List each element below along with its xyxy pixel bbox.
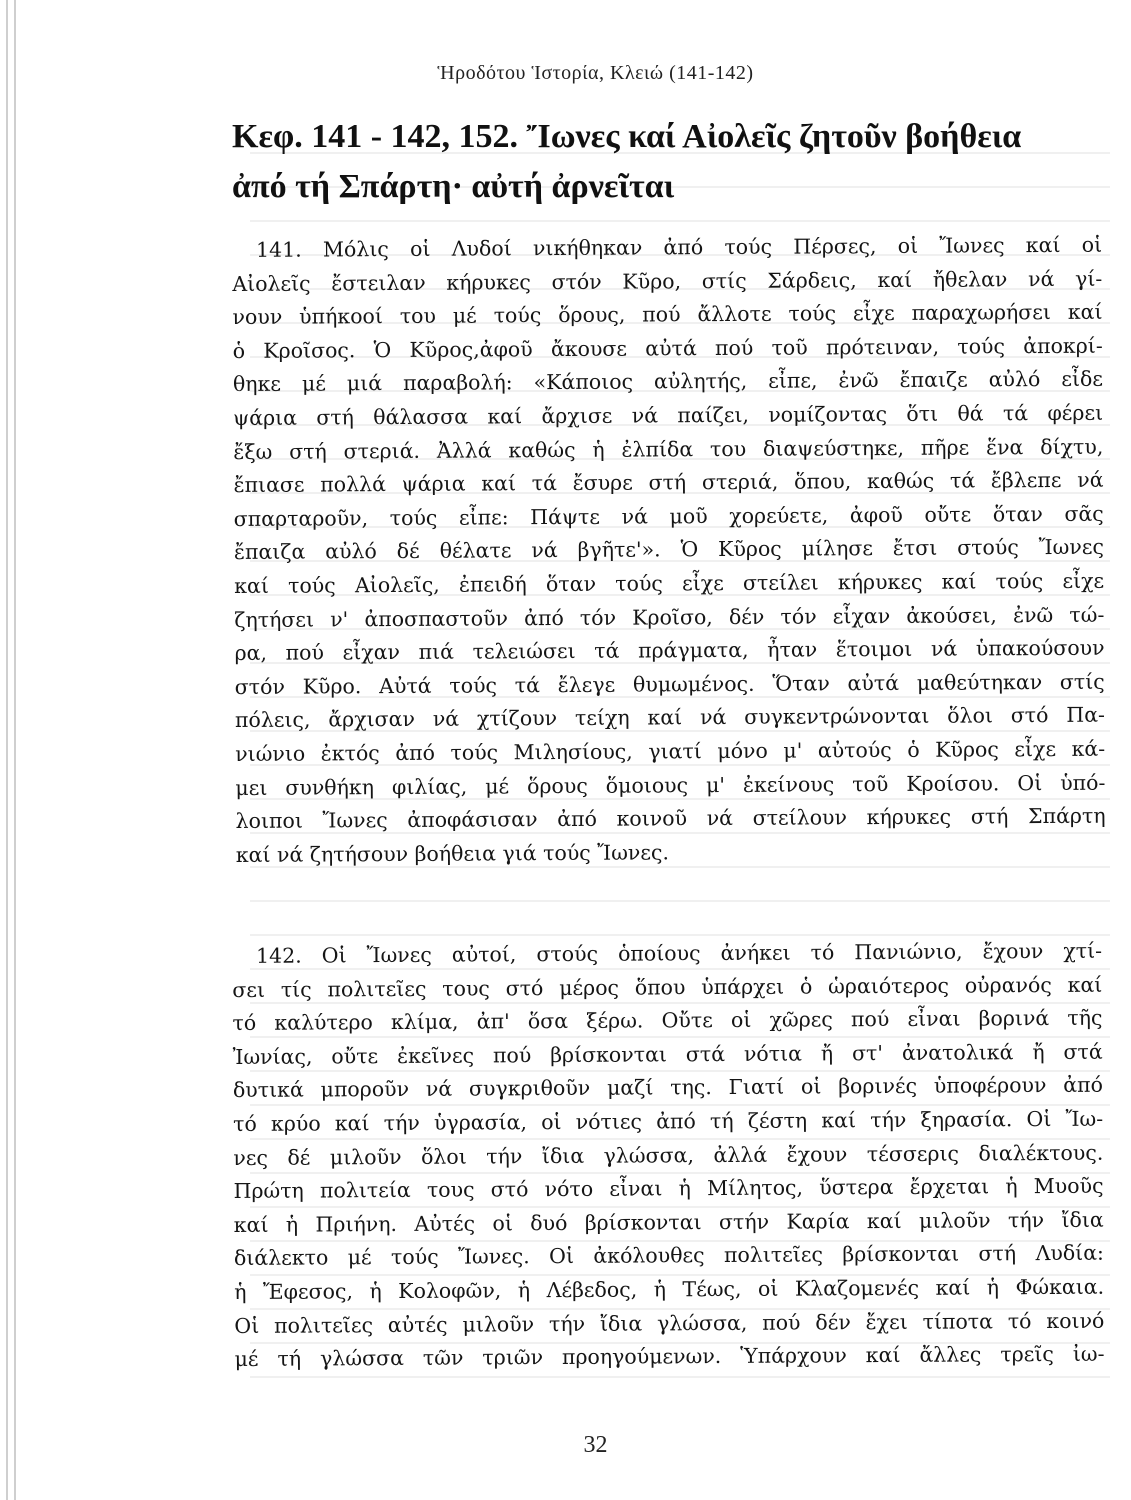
text-line: 142. Οἱ Ἴωνες αὐτοί, στούς ὁποίους ἀνήκει τό Πανιώνιο, ἔχουν χτί- — [256, 938, 1103, 968]
page-edge-left-2 — [14, 0, 16, 1500]
text-line: Αἰολεῖς ἔστειλαν κήρυκες στόν Κῦρο, στίς Σάρδεις, καί ἤθελαν νά γί- — [232, 266, 1103, 296]
text-line: σπαρταροῦν, τούς εἶπε: Πάψτε νά μοῦ χορεύετε, ἀφοῦ οὔτε ὅταν σᾶς — [233, 501, 1104, 531]
text-line: μει συνθήκη φιλίας, μέ ὅρους ὅμοιους μ' ἐκείνους τοῦ Κροίσου. Οἱ ὑπό- — [235, 770, 1106, 800]
text-line: νουν ὑπήκοοί του μέ τούς ὅρους, πού ἄλλοτε τούς εἶχε παραχωρήσει καί — [232, 299, 1103, 330]
text-line: καί νά ζητήσουν βοήθεια γιά τούς Ἴωνες. — [235, 840, 670, 867]
chapter-title-line-1: Κεφ. 141 - 142, 152. Ἴωνες καί Αἰολεῖς ζητοῦν βοήθεια — [232, 118, 1022, 155]
text-line: ἔπιασε πολλά ψάρια καί τά ἔσυρε στή στεριά, ὅπου, καθώς τά ἔβλεπε νά — [233, 467, 1104, 498]
text-line: Οἱ πολιτεῖες αὐτές μιλοῦν τήν ἴδια γλώσσα, πού δέν ἔχει τίποτα τό κοινό — [234, 1308, 1105, 1338]
text-line: τό καλύτερο κλίμα, ἀπ' ὅσα ξέρω. Οὔτε οἱ χῶρες πού εἶναι βορινά τῆς — [232, 1005, 1103, 1036]
text-line: ψάρια στή θάλασσα καί ἄρχισε νά παίζει, νομίζοντας ὅτι θά τά φέρει — [233, 400, 1104, 430]
text-line: ρα, πού εἶχαν πιά τελειώσει τά πράγματα, ἦταν ἕτοιμοι νά ὑπακούσουν — [234, 635, 1105, 666]
text-line: νες δέ μιλοῦν ὅλοι τήν ἴδια γλώσσα, ἀλλά ἔχουν τέσσερις διαλέκτους. — [233, 1140, 1104, 1170]
text-line: Ἰωνίας, οὔτε ἐκεῖνες πού βρίσκονται στά νότια ἤ στ' ἀνατολικά ἤ στά — [232, 1039, 1103, 1069]
text-line: πόλεις, ἄρχισαν νά χτίζουν τείχη καί νά συγκεντρώνονται ὅλοι στό Πα- — [234, 702, 1106, 733]
text-line: καί τούς Αἰολεῖς, ἐπειδή ὅταν τούς εἶχε στείλει κήρυκες καί τούς εἶχε — [234, 568, 1105, 598]
running-head: Ἡροδότου Ἱστορία, Κλειώ (141-142) — [437, 62, 754, 84]
text-line: καί ἡ Πριήνη. Αὐτές οἱ δυό βρίσκονται στήν Καρία καί μιλοῦν τήν ἴδια — [233, 1207, 1104, 1237]
page-edge-left-1 — [6, 0, 8, 1500]
text-line: 141. Μόλις οἱ Λυδοί νικήθηκαν ἀπό τούς Πέρσες, οἱ Ἴωνες καί οἱ — [256, 232, 1103, 262]
text-line: ἔπαιζα αὐλό δέ θέλατε νά βγῆτε'». Ὁ Κῦρος μίλησε ἔτσι στούς Ἴωνες — [233, 535, 1105, 565]
paragraph-141 — [232, 229, 1106, 873]
text-line: ὁ Κροῖσος. Ὁ Κῦρος,ἀφοῦ ἄκουσε αὐτά πού τοῦ πρότειναν, τούς ἀποκρί- — [232, 333, 1103, 363]
text-line: ἔξω στή στεριά. Ἀλλά καθώς ἡ ἐλπίδα του διαψεύστηκε, πῆρε ἕνα δίχτυ, — [233, 434, 1104, 464]
chapter-title — [232, 112, 1112, 212]
text-line: Πρώτη πολιτεία τους στό νότο εἶναι ἡ Μίλητος, ὕστερα ἔρχεται ἡ Μυοῦς — [233, 1173, 1104, 1204]
text-line: δυτικά μποροῦν νά συγκριθοῦν μαζί της. Γιατί οἱ βορινές ὑποφέρουν ἀπό — [232, 1073, 1103, 1103]
page-number: 32 — [583, 1432, 608, 1458]
paragraph-142 — [232, 935, 1105, 1377]
text-line: σει τίς πολιτεῖες τους στό μέρος ὅπου ὑπάρχει ὁ ὡραιότερος οὐρανός καί — [232, 972, 1103, 1002]
text-line: ζητήσει ν' ἀποσπαστοῦν ἀπό τόν Κροῖσο, δέν τόν εἶχαν ἀκούσει, ἐνῶ τώ- — [234, 602, 1105, 632]
text-line: τό κρύο καί τήν ὑγρασία, οἱ νότιες ἀπό τή ζέστη καί τήν ξηρασία. Οἱ Ἴω- — [233, 1106, 1104, 1136]
text-line: λοιποι Ἴωνες ἀποφάσισαν ἀπό κοινοῦ νά στείλουν κήρυκες στή Σπάρτη — [235, 803, 1106, 834]
text-line: στόν Κῦρο. Αὐτά τούς τά ἔλεγε θυμωμένος. Ὅταν αὐτά μαθεύτηκαν στίς — [234, 669, 1105, 699]
text-line: διάλεκτο μέ τούς Ἴωνες. Οἱ ἀκόλουθες πολιτεῖες βρίσκονται στή Λυδία: — [233, 1241, 1105, 1271]
text-line: θηκε μέ μιά παραβολή: «Κάποιος αὐλητής, εἶπε, ἐνῶ ἔπαιζε αὐλό εἶδε — [232, 367, 1103, 397]
chapter-title-line-2: ἀπό τή Σπάρτη· αὐτή ἀρνεῖται — [232, 168, 675, 205]
text-line: νιώνιο ἐκτός ἀπό τούς Μιλησίους, γιατί μόνο μ' αὐτούς ὁ Κῦρος εἶχε κά- — [235, 736, 1106, 766]
text-line: μέ τή γλώσσα τῶν τριῶν προηγούμενων. Ὑπάρχουν καί ἄλλες τρεῖς ἰω- — [234, 1341, 1105, 1372]
text-line: ἡ Ἔφεσος, ἡ Κολοφῶν, ἡ Λέβεδος, ἡ Τέως, οἱ Κλαζομενές καί ἡ Φώκαια. — [234, 1274, 1105, 1304]
